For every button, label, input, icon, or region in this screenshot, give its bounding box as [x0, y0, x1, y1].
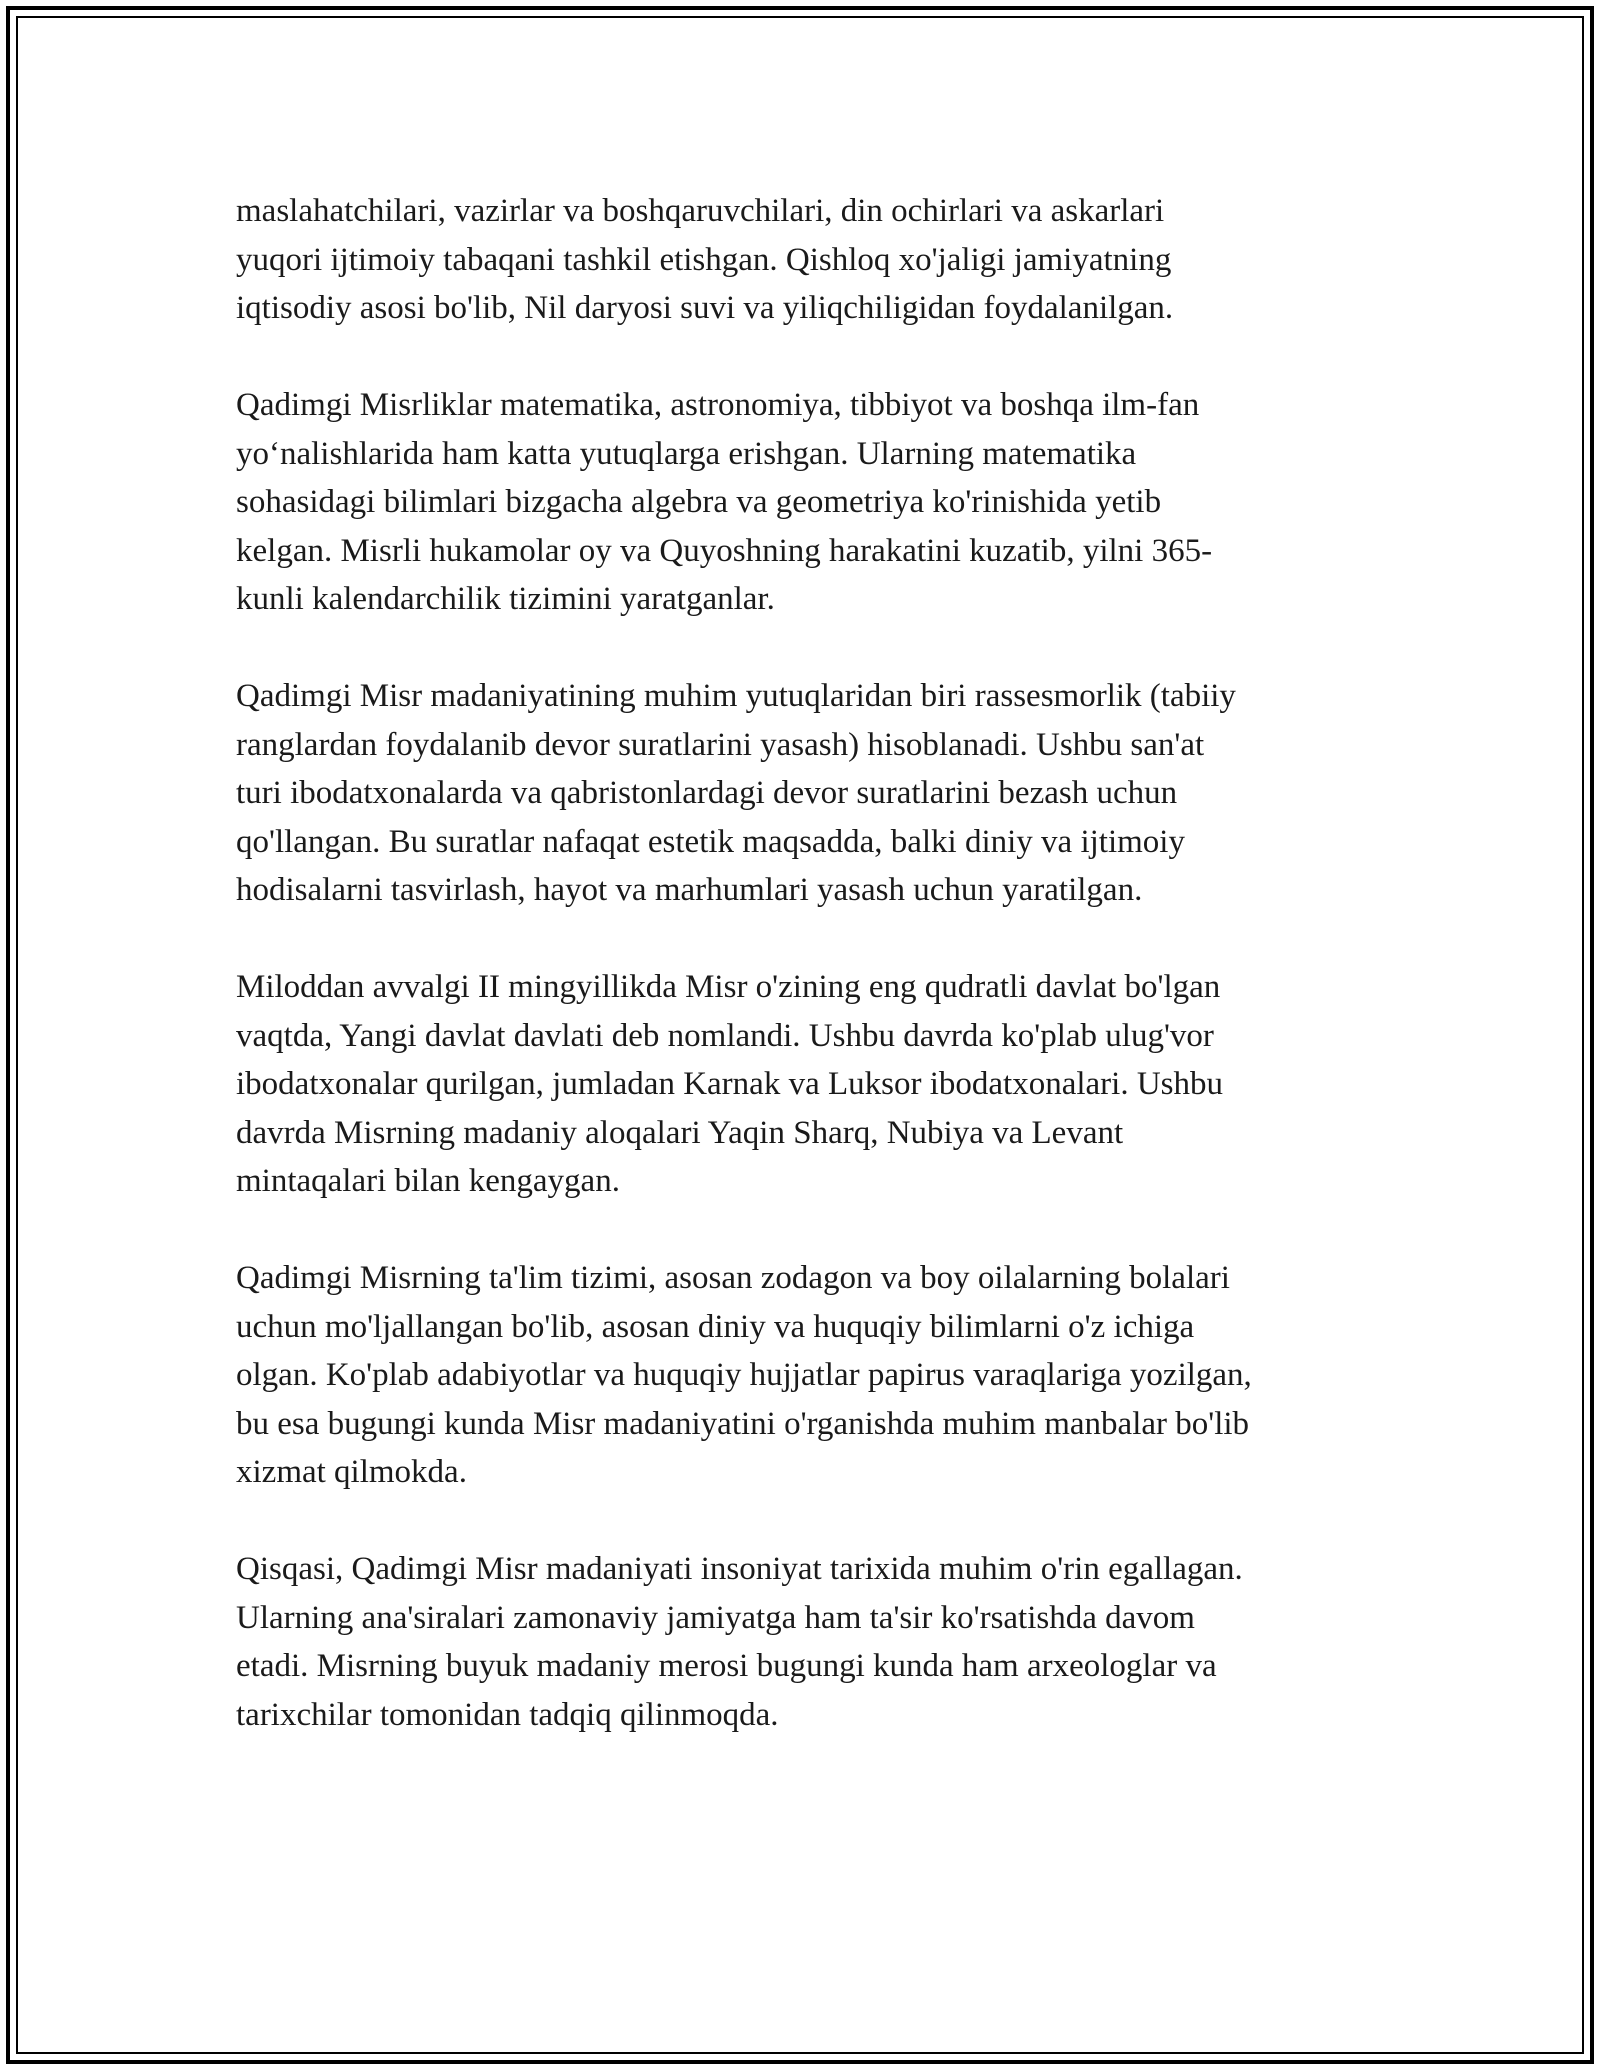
text-line: Qadimgi Misrliklar matematika, astronomiya, tibbiyot va boshqa ilm-fan: [236, 387, 1200, 423]
text-line: yuqori ijtimoiy tabaqani tashkil etishgan. Qishloq xo'jaligi jamiyatning: [236, 241, 1172, 278]
text-line: kunli kalendarchilik tizimini yaratganlar.: [236, 581, 775, 617]
text-line: bu esa bugungi kunda Misr madaniyatini o'rganishda muhim manbalar bo'lib: [236, 1405, 1250, 1442]
text-line: ranglardan foydalanib devor suratlarini yasash) hisoblanadi. Ushbu san'at: [236, 726, 1205, 763]
text-line: iqtisodiy asosi bo'lib, Nil daryosi suvi va yiliqchiligidan foydalanilgan.: [236, 290, 1174, 326]
text-line: Ularning ana'siralari zamonaviy jamiyatga ham ta'sir ko'rsatishda davom: [236, 1599, 1195, 1636]
text-line: tarixchilar tomonidan tadqiq qilinmoqda.: [236, 1696, 779, 1733]
text-line: qo'llangan. Bu suratlar nafaqat estetik maqsadda, balki diniy va ijtimoiy: [236, 823, 1185, 860]
paragraph-1: [236, 187, 1376, 333]
text-line: sohasidagi bilimlari bizgacha algebra va geometriya ko'rinishida yetib: [236, 484, 1162, 520]
text-line: mintaqalari bilan kengaygan.: [236, 1163, 620, 1199]
text-line: Qadimgi Misr madaniyatining muhim yutuqlaridan biri rassesmorlik (tabiiy: [236, 678, 1236, 714]
text-line: kelgan. Misrli hukamolar oy va Quyoshning harakatini kuzatib, yilni 365-: [236, 532, 1213, 569]
text-line: turi ibodatxonalarda va qabristonlardagi devor suratlarini bezash uchun: [236, 775, 1178, 811]
text-line: hodisalarni tasvirlash, hayot va marhumlari yasash uchun yaratilgan.: [236, 872, 1143, 908]
paragraph-6: [236, 1545, 1376, 1739]
text-line: etadi. Misrning buyuk madaniy merosi bugungi kunda ham arxeologlar va: [236, 1648, 1217, 1684]
text-line: Qisqasi, Qadimgi Misr madaniyati insoniyat tarixida muhim o'rin egallagan.: [236, 1551, 1243, 1587]
paragraph-2: [236, 381, 1376, 624]
text-line: olgan. Ko'plab adabiyotlar va huquqiy hujjatlar papirus varaqlariga yozilgan,: [236, 1357, 1252, 1393]
paragraph-5: [236, 1254, 1376, 1497]
document-body: [236, 187, 1376, 1788]
paragraph-3: [236, 672, 1376, 915]
text-line: maslahatchilari, vazirlar va boshqaruvchilari, din ochirlari va askarlari: [236, 193, 1165, 229]
text-line: uchun mo'ljallangan bo'lib, asosan diniy va huquqiy bilimlarni o'z ichiga: [236, 1308, 1195, 1345]
text-line: Miloddan avvalgi II mingyillikda Misr o'zining eng qudratli davlat bo'lgan: [236, 969, 1221, 1005]
text-line: davrda Misrning madaniy aloqalari Yaqin Sharq, Nubiya va Levant: [236, 1114, 1124, 1151]
text-line: yo‘nalishlarida ham katta yutuqlarga erishgan. Ularning matematika: [236, 435, 1137, 472]
paragraph-4: [236, 963, 1376, 1206]
text-line: Qadimgi Misrning ta'lim tizimi, asosan zodagon va boy oilalarning bolalari: [236, 1260, 1230, 1296]
text-line: vaqtda, Yangi davlat davlati deb nomlandi. Ushbu davrda ko'plab ulug'vor: [236, 1017, 1214, 1054]
text-line: ibodatxonalar qurilgan, jumladan Karnak va Luksor ibodatxonalari. Ushbu: [236, 1066, 1223, 1102]
text-line: xizmat qilmokda.: [236, 1454, 467, 1490]
